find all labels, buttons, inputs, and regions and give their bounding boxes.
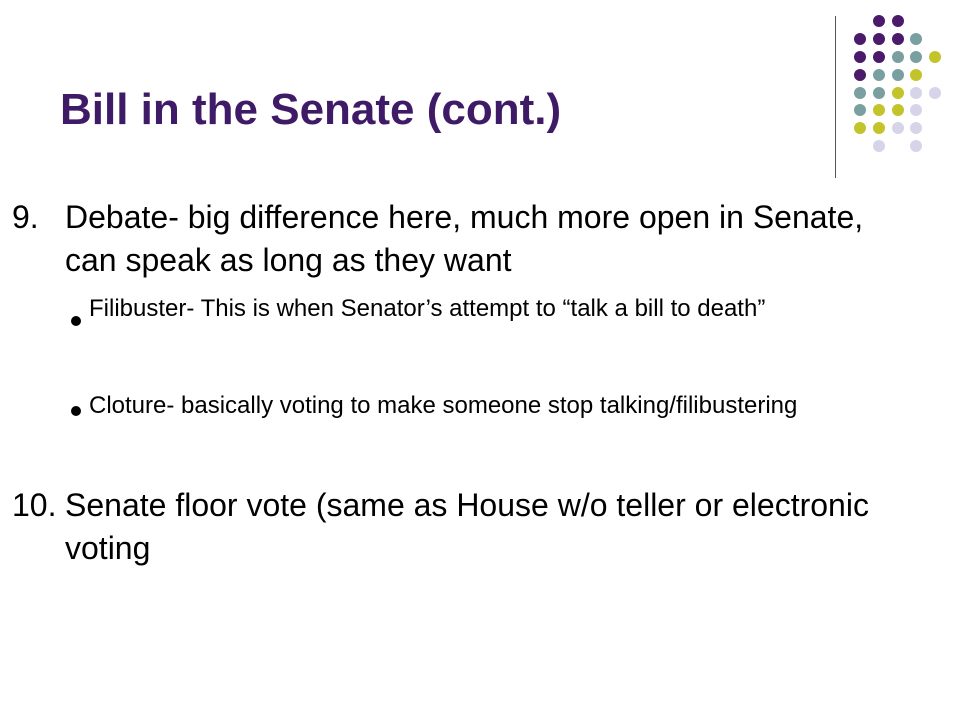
dot-lavender xyxy=(910,104,922,116)
title-divider-line xyxy=(835,16,836,178)
sub-list-item-filibuster xyxy=(89,293,839,325)
slide-title: Bill in the Senate (cont.) xyxy=(60,85,562,134)
list-item-10 xyxy=(12,484,912,570)
dot-purple xyxy=(854,33,866,45)
list-item-text: Debate- big difference here, much more open in Senate, can speak as long as they want xyxy=(65,199,864,278)
dot-teal xyxy=(892,69,904,81)
dot-teal xyxy=(854,87,866,99)
dot-purple xyxy=(892,15,904,27)
list-item-number: 9. xyxy=(12,199,39,235)
dot-olive xyxy=(892,104,904,116)
list-item-9 xyxy=(12,196,912,282)
dot-lavender xyxy=(892,122,904,134)
dot-olive xyxy=(929,51,941,63)
dot-teal xyxy=(910,51,922,63)
bullet-icon xyxy=(71,316,81,326)
bullet-icon xyxy=(71,406,81,416)
dot-teal xyxy=(873,87,885,99)
dot-olive xyxy=(873,104,885,116)
dot-olive xyxy=(873,122,885,134)
dot-purple xyxy=(854,69,866,81)
dot-purple xyxy=(892,33,904,45)
sub-list-item-text: Filibuster- This is when Senator’s attempt to “talk a bill to death” xyxy=(89,295,766,322)
dot-teal xyxy=(854,104,866,116)
dot-olive xyxy=(910,69,922,81)
dot-purple xyxy=(873,51,885,63)
dot-purple xyxy=(873,15,885,27)
dot-lavender xyxy=(910,140,922,152)
sub-list-item-text: Cloture- basically voting to make someone stop talking/filibustering xyxy=(89,392,798,419)
dot-olive xyxy=(854,122,866,134)
dot-lavender xyxy=(910,122,922,134)
dot-lavender xyxy=(873,140,885,152)
dot-lavender xyxy=(929,87,941,99)
dot-teal xyxy=(873,69,885,81)
dot-purple xyxy=(873,33,885,45)
list-item-text: Senate floor vote (same as House w/o teller or electronic voting xyxy=(65,487,869,566)
dot-teal xyxy=(910,33,922,45)
dot-lavender xyxy=(910,87,922,99)
sub-list-item-cloture xyxy=(89,390,839,422)
dot-teal xyxy=(892,51,904,63)
dot-purple xyxy=(854,51,866,63)
list-item-number: 10. xyxy=(12,487,57,523)
dot-olive xyxy=(892,87,904,99)
